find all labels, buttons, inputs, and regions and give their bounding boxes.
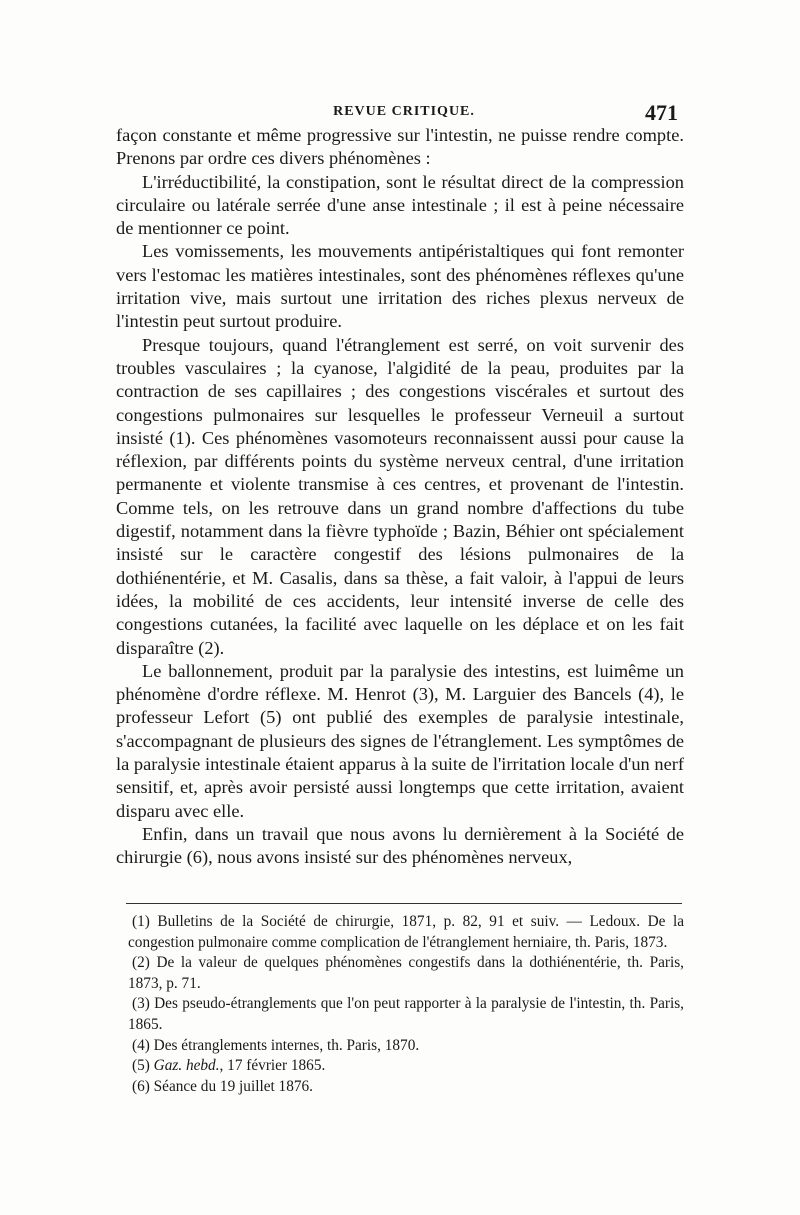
- running-title: REVUE CRITIQUE.: [333, 104, 475, 119]
- paragraph-ballonnement: Le ballonnement, produit par la paralysie des intestins, est luimême un phénomène d'ordre réflexe. M. Henrot (3), M. Larguier des Bancels (4), le professeur Lefort (5) ont publié des exemples de paralysie intestinale, s'accompagnant de plusieurs des signes de l'étranglement. Les symptômes de la paralysie intestinale étaient apparus à la suite de l'irritation locale d'un nerf sensitif, et, après avoir persisté aussi longtemps que cette irritation, avaient disparu avec elle.: [116, 660, 684, 821]
- footnotes: [128, 912, 684, 1097]
- paragraph-troubles-vasculaires: Presque toujours, quand l'étranglement est serré, on voit survenir des troubles vasculaires ; la cyanose, l'algidité de la peau, produites par la contraction de ses capillaires ; des congestions viscérales et surtout des congestions pulmonaires sur lesquelles le professeur Verneuil a surtout insisté (1). Ces phénomènes vasomoteurs reconnaissent aussi pour cause la réflexion, par différents points du système nerveux central, d'une irritation permanente et violente transmise à ces centres, et provenant de l'intestin. Comme tels, on les retrouve dans un grand nombre d'affections du tube digestif, notamment dans la fièvre typhoïde ; Bazin, Béhier ont spécialement insisté sur le caractère congestif des lésions pulmonaires de la dothiénentérie, et M. Casalis, dans sa thèse, a fait valoir, à l'appui de leurs idées, la mobilité de ces accidents, leur intensité inverse de celle des congestions cutanées, la facilité avec laquelle on les déplace et on les fait disparaître (2).: [116, 334, 684, 658]
- footnote-1: (1) Bulletins de la Société de chirurgie, 1871, p. 82, 91 et suiv. — Ledoux. De la congestion pulmonaire comme complication de l'étranglement herniaire, th. Paris, 1873.: [128, 913, 684, 951]
- footnote-3: (3) Des pseudo-étranglements que l'on peut rapporter à la paralysie de l'intestin, th. Paris, 1865.: [128, 995, 684, 1033]
- footnote-5-journal: Gaz. hebd.: [153, 1057, 220, 1075]
- paragraph-enfin: Enfin, dans un travail que nous avons lu dernièrement à la Société de chirurgie (6), nous avons insisté sur des phénomènes nerveux,: [116, 823, 684, 868]
- footnote-5: [128, 1056, 684, 1077]
- running-head: [130, 100, 678, 126]
- footnote-2: (2) De la valeur de quelques phénomènes congestifs dans la dothiénentérie, th. Paris, 1873, p. 71.: [128, 954, 684, 992]
- footnote-4: (4) Des étranglements internes, th. Paris, 1870.: [132, 1036, 420, 1054]
- body-text: [116, 124, 684, 870]
- page-number: 471: [645, 100, 678, 125]
- footnote-6: (6) Séance du 19 juillet 1876.: [132, 1077, 313, 1095]
- footnote-5-date: , 17 février 1865.: [219, 1057, 326, 1075]
- paragraph-continuation: façon constante et même progressive sur l'intestin, ne puisse rendre compte. Prenons par ordre ces divers phénomènes :: [116, 125, 684, 169]
- paragraph-vomissements: Les vomissements, les mouvements antipéristaltiques qui font remonter vers l'estomac les matières intestinales, sont des phénomènes réflexes qu'une irritation vive, mais surtout une irritation des riches plexus nerveux de l'intestin peut surtout produire.: [116, 241, 684, 332]
- footnote-5-number: (5): [132, 1057, 150, 1075]
- paragraph-irreductibilite: L'irréductibilité, la constipation, sont le résultat direct de la compression circulaire ou latérale serrée d'une anse intestinale ; il est à peine nécessaire de mentionner ce point.: [116, 171, 684, 239]
- footnote-rule: [126, 903, 682, 904]
